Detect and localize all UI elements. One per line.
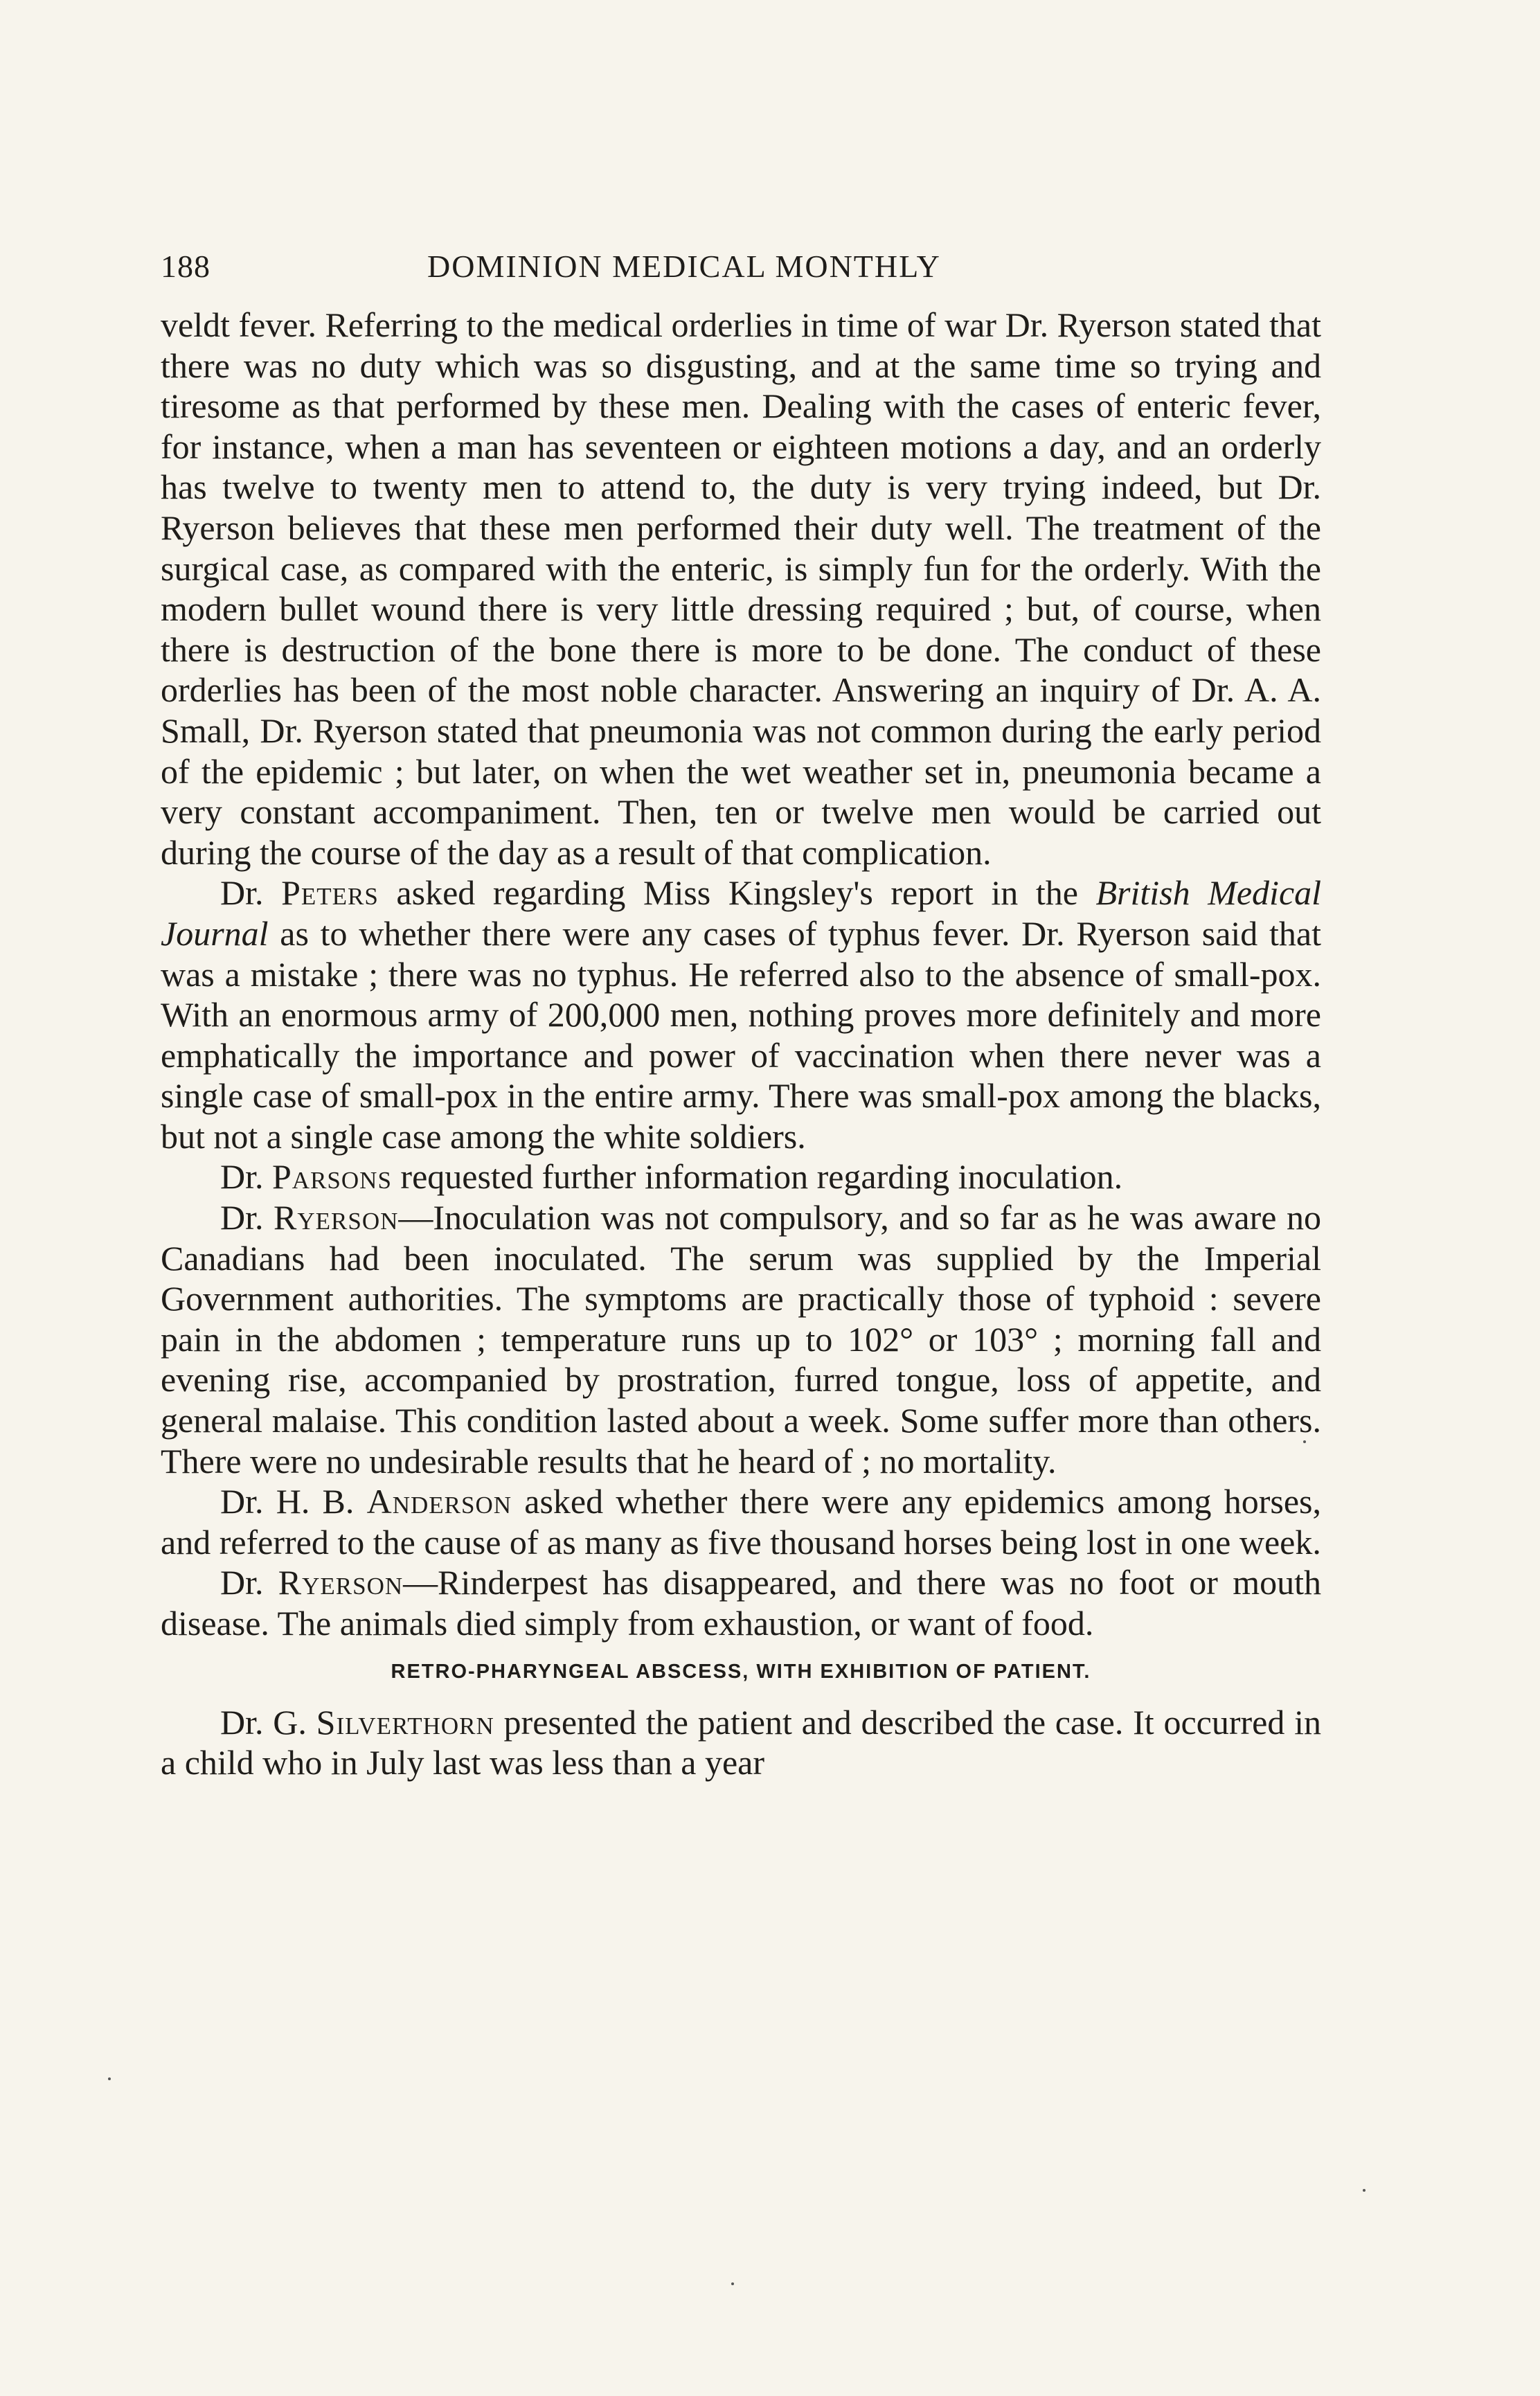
paragraph-text: presented the patient and described the case. It occurred in a child who in July last was less than a year: [161, 1702, 1321, 1782]
stray-mark: [1303, 1440, 1306, 1443]
speaker-title: Dr.: [220, 1157, 264, 1197]
article-body: [161, 305, 1321, 1783]
paragraph-anderson: [161, 1481, 1321, 1562]
speaker-title: Dr. G.: [220, 1702, 307, 1742]
speaker-name: Ryerson: [274, 1198, 399, 1237]
paragraph-silverthorn: [161, 1702, 1321, 1783]
paragraph-text: —Rinderpest has disappeared, and there was no foot or mouth disease. The animals died simply from exhaustion, or want of food.: [161, 1563, 1322, 1643]
speaker-name: Parsons: [272, 1157, 392, 1197]
speaker-name: Ryerson: [278, 1563, 404, 1602]
paragraph-ryerson-orderlies: veldt fever. Referring to the medical orderlies in time of war Dr. Ryerson stated that there was no duty which was so disgusting, and at the same time so trying and tiresome as that performed by these men. Dealing with the cases of enteric fever, for instance, when a man has seventeen or eighteen motions a day, and an orderly has twelve to twenty men to attend to, the duty is very trying indeed, but Dr. Ryerson believes that these men performed their duty well. The treatment of the surgical case, as compared with the enteric, is simply fun for the orderly. With the modern bullet wound there is very little dressing required ; but, of course, when there is destruction of the bone there is more to be done. The conduct of these orderlies has been of the most noble character. Answering an inquiry of Dr. A. A. Small, Dr. Ryerson stated that pneumonia was not common during the early period of the epidemic ; but later, on when the wet weather set in, pneumonia became a very constant accompaniment. Then, ten or twelve men would be carried out during the course of the day as a result of that complication.: [161, 305, 1321, 872]
speaker-title: Dr.: [220, 1563, 264, 1602]
running-title: DOMINION MEDICAL MONTHLY: [427, 249, 941, 284]
paragraph-text: asked regarding Miss Kingsley's report in the: [396, 873, 1078, 913]
speaker-name: Silverthorn: [316, 1702, 494, 1742]
speaker-title: Dr.: [220, 873, 264, 913]
paragraph-ryerson-inoculation: [161, 1197, 1321, 1481]
page-number: 188: [161, 249, 211, 284]
speaker-name: Anderson: [366, 1482, 512, 1521]
speaker-title: Dr.: [220, 1198, 264, 1237]
paragraph-text: as to whether there were any cases of typhus fever. Dr. Ryerson said that was a mistake ; there was no typhus. He referred also to the absence of small-pox. With an enormous army of 200,000 men, nothing proves more definitely and more emphatically the importance and power of vaccination when there never was a single case of small-pox in the entire army. There was small-pox among the blacks, but not a single case among the white soldiers.: [161, 913, 1321, 1156]
paragraph-text: asked whether there were any epidemics among horses, and referred to the cause of as many as five thousand horses being lost in one week.: [161, 1482, 1322, 1562]
speaker-name: Peters: [281, 873, 379, 913]
stray-mark: [1363, 2189, 1366, 2192]
stray-mark: [108, 2077, 111, 2080]
speaker-title: Dr. H. B.: [220, 1482, 355, 1521]
section-heading: RETRO-PHARYNGEAL ABSCESS, WITH EXHIBITION OF PATIENT.: [391, 1660, 1091, 1683]
stray-mark: [731, 2282, 734, 2285]
page-header: [161, 248, 1324, 296]
paragraph-text: requested further information regarding inoculation.: [400, 1157, 1123, 1197]
paragraph-text: —Inoculation was not compulsory, and so far as he was aware no Canadians had been inoculated. The serum was supplied by the Imperial Government authorities. The symptoms are practically those of typhoid : severe pain in the abdomen ; temperature runs up to 102° or 103° ; morning fall and evening rise, accompanied by prostration, furred tongue, loss of appetite, and general malaise. This condition lasted about a week. Some suffer more than others. There were no undesirable results that he heard of ; no mortality.: [161, 1198, 1321, 1481]
paragraph-peters: [161, 873, 1321, 1156]
paragraph-parsons: [161, 1156, 1321, 1197]
paragraph-ryerson-rinderpest: [161, 1562, 1321, 1643]
journal-title: British Medical Journal: [161, 873, 1322, 953]
